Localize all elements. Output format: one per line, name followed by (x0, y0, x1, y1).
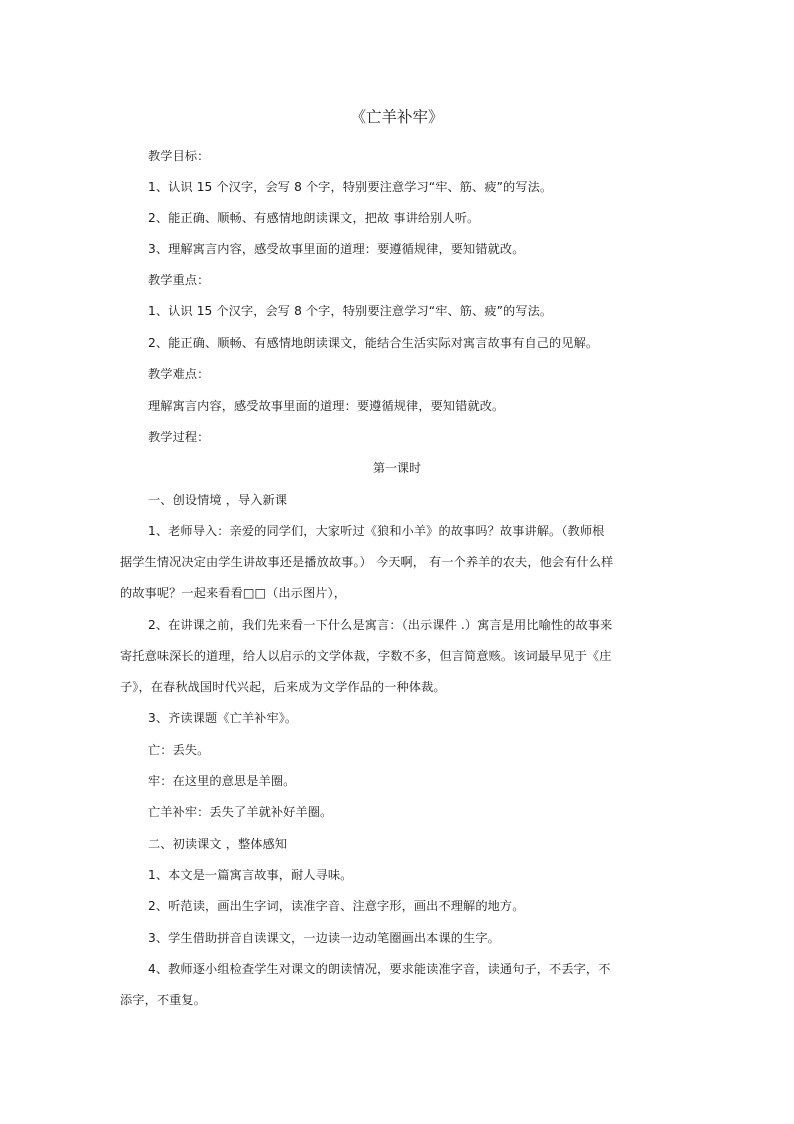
definition-line: 牢：在这里的意思是羊圈。 (148, 774, 296, 788)
paragraph-line: 3、齐读课题《亡羊补牢》。 (148, 711, 298, 725)
paragraph-line: 据学生情况决定由学生讲故事还是播放故事。） 今天啊， 有一个养羊的农夫，他会有什么样 (120, 555, 614, 569)
definition-line: 亡：丢失。 (148, 743, 210, 757)
section-header-key-points: 教学重点： (148, 273, 210, 287)
goal-item: 3、理解寓言内容，感受故事里面的道理：要遵循规律，要知错就改。 (148, 242, 525, 256)
section-header-difficulties: 教学难点： (148, 367, 210, 381)
lesson-heading: 第一课时 (372, 461, 421, 475)
part1-heading: 一、创设情境 ，导入新课 (148, 493, 288, 507)
key-point-item: 1、认识 15 个汉字，会写 8 个字，特别要注意学习“牢、筋、疲”的写法。 (148, 304, 553, 318)
paragraph-line: 3、学生借助拼音自读课文，一边读一边动笔圈画出本课的生字。 (148, 931, 500, 945)
goal-item: 1、认识 15 个汉字，会写 8 个字，特别要注意学习“牢、筋、疲”的写法。 (148, 180, 553, 194)
paragraph-line: 2、听范读，画出生字词，读准字音、注意字形，画出不理解的地方。 (148, 899, 525, 913)
difficulty-text: 理解寓言内容，感受故事里面的道理：要遵循规律，要知错就改。 (148, 399, 505, 413)
paragraph-line: 寄托意味深长的道理，给人以启示的文学体裁，字数不多，但言简意赅。该词最早见于《庄 (120, 649, 612, 663)
section-header-process: 教学过程： (148, 430, 210, 444)
paragraph-line: 4、教师逐小组检查学生对课文的朗读情况，要求能读准字音，读通句子，不丢字，不 (148, 962, 611, 976)
paragraph-line: 1、本文是一篇寓言故事，耐人寻味。 (148, 868, 353, 882)
key-point-item: 2、能正确、顺畅、有感情地朗读课文，能结合生活实际对寓言故事有自己的见解。 (148, 336, 599, 350)
section-header-goals: 教学目标： (148, 149, 210, 163)
paragraph-line: 添字，不重复。 (120, 993, 207, 1007)
definition-line: 亡羊补牢：丢失了羊就补好羊圈。 (148, 805, 333, 819)
page-title: 《亡羊补牢》 (350, 108, 444, 126)
paragraph-line: 子》，在春秋战国时代兴起，后来成为文学作品的一种体裁。 (120, 680, 446, 694)
paragraph-line: 2、在讲课之前，我们先来看一下什么是寓言：（出示课件 .）寓言是用比喻性的故事来 (148, 618, 613, 632)
paragraph-line: 1、老师导入：亲爱的同学们，大家听过《狼和小羊》的故事吗？故事讲解。（教师根 (148, 524, 605, 538)
part2-heading: 二、初读课文 ，整体感知 (148, 837, 288, 851)
goal-item: 2、能正确、顺畅、有感情地朗读课文，把故 事讲给别人听。 (148, 211, 480, 225)
paragraph-line: 的故事呢？一起来看看□□（出示图片）， (120, 586, 347, 600)
